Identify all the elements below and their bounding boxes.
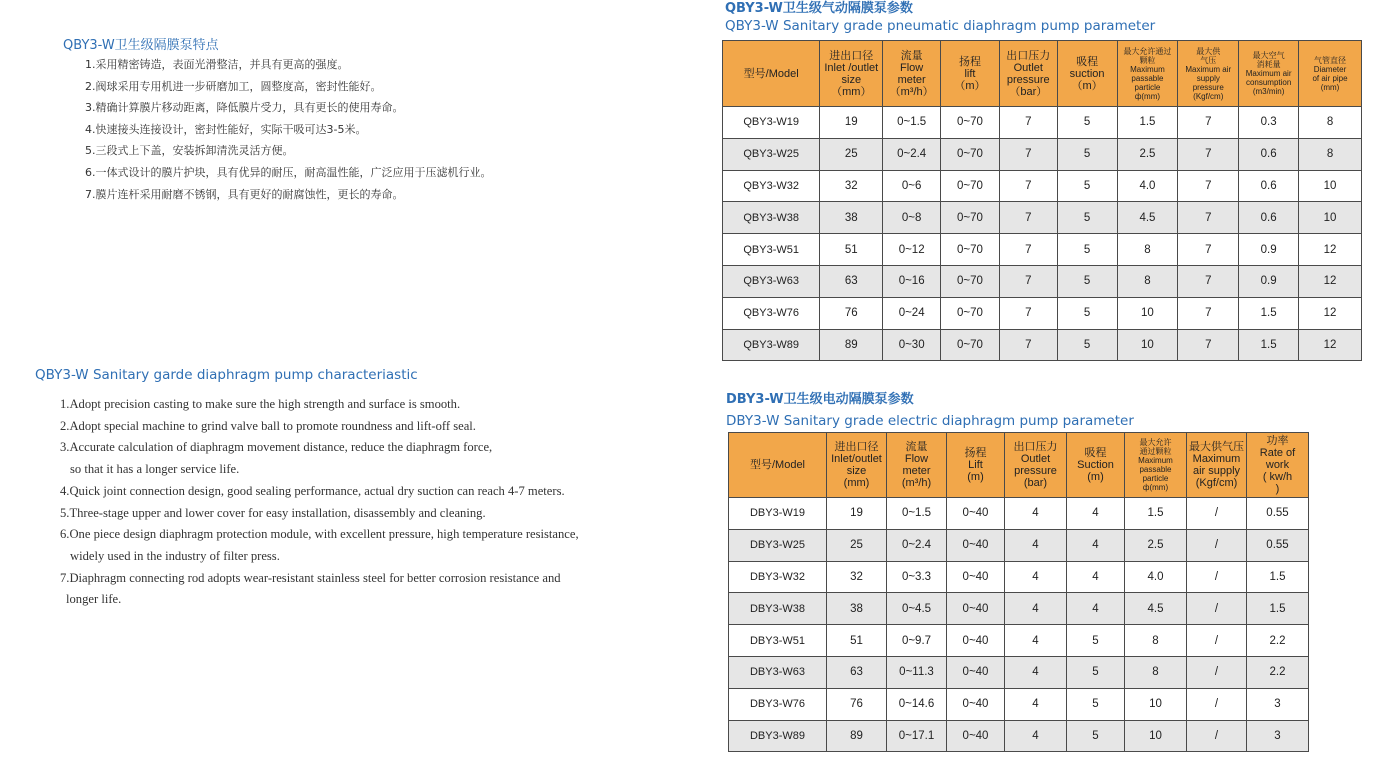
table-row: [723, 138, 1362, 170]
table-cell: 0~40: [947, 529, 1005, 561]
table-cell: 19: [827, 498, 887, 530]
column-header-line: Outlet: [1013, 61, 1043, 74]
model-cell: QBY3-W38: [723, 202, 820, 234]
column-header-line: supply: [1196, 73, 1220, 83]
list-item: [60, 394, 670, 416]
table-cell: 4: [1005, 720, 1067, 752]
list-item: 6.一体式设计的膜片护块，具有优异的耐压，耐高温性能，广泛应用于压滤机行业。: [85, 165, 492, 179]
table-cell: /: [1187, 720, 1247, 752]
table-cell: 76: [827, 688, 887, 720]
list-item-continuation: so that it has a longer service life.: [70, 462, 240, 477]
column-header-line: Inlet /outlet: [824, 61, 879, 74]
model-cell: DBY3-W63: [729, 656, 827, 688]
table-cell: 76: [820, 297, 883, 329]
table-cell: 7: [999, 234, 1057, 266]
table-cell: 0~17.1: [887, 720, 947, 752]
table-cell: 4: [1005, 656, 1067, 688]
table-cell: 2.2: [1247, 656, 1309, 688]
list-item: [60, 481, 670, 503]
table-cell: 0~40: [947, 720, 1005, 752]
model-cell: DBY3-W38: [729, 593, 827, 625]
column-header: [947, 433, 1005, 498]
column-header-line: 最大供: [1196, 46, 1221, 56]
column-header-line: Maximum: [1130, 64, 1165, 74]
table-row: [729, 529, 1309, 561]
table-cell: 2.5: [1117, 138, 1178, 170]
table-cell: 10: [1117, 329, 1178, 361]
table-cell: 0~4.5: [887, 593, 947, 625]
column-header: [883, 41, 941, 107]
table-cell: 0~70: [941, 170, 1000, 202]
column-header-line: (m): [967, 471, 984, 483]
table-cell: 0~40: [947, 656, 1005, 688]
column-header-line: Maximum: [1192, 453, 1241, 465]
model-cell: DBY3-W32: [729, 561, 827, 593]
table-cell: 5: [1057, 202, 1117, 234]
column-header: [1239, 41, 1299, 107]
table-cell: 4.0: [1117, 170, 1178, 202]
table-cell: 0~6: [883, 170, 941, 202]
column-header-line: consumption: [1245, 78, 1292, 87]
column-header-line: (mm): [843, 477, 870, 489]
table-row: [729, 720, 1309, 752]
model-cell: QBY3-W89: [723, 329, 820, 361]
table-cell: 0~30: [883, 329, 941, 361]
table-cell: 7: [1178, 138, 1239, 170]
table-row: [729, 498, 1309, 530]
list-item-line: 3.Accurate calculation of diaphragm movement distance, reduce the diaphragm force,: [60, 440, 493, 455]
table-cell: 0~40: [947, 688, 1005, 720]
en-characteristics-list: [60, 394, 670, 611]
column-header-line: (m3/min): [1252, 87, 1285, 96]
table-row: [723, 107, 1362, 139]
table-cell: 32: [827, 561, 887, 593]
column-header-line: particle: [1134, 82, 1161, 92]
list-item-line: 1.Adopt precision casting to make sure the high strength and surface is smooth.: [60, 397, 461, 411]
column-header-line: Diameter: [1313, 64, 1347, 74]
column-header-line: 气压: [1200, 55, 1217, 65]
table-cell: 8: [1117, 265, 1178, 297]
table-cell: 5: [1067, 625, 1125, 657]
model-cell: DBY3-W19: [729, 498, 827, 530]
table-cell: /: [1187, 656, 1247, 688]
column-header-line: （m）: [1071, 79, 1103, 92]
table-cell: 7: [1178, 234, 1239, 266]
column-header: [1299, 41, 1362, 107]
model-cell: QBY3-W76: [723, 297, 820, 329]
table-cell: 19: [820, 107, 883, 139]
column-header-line: 扬程: [964, 447, 987, 459]
table-cell: 0~16: [883, 265, 941, 297]
column-header: [827, 433, 887, 498]
table-cell: 4.5: [1125, 593, 1187, 625]
column-header-line: 吸程: [1084, 447, 1107, 459]
column-header-line: 最大允许: [1139, 438, 1172, 447]
table-cell: 5: [1067, 656, 1125, 688]
dby-table-title-cn: DBY3-W卫生级电动隔膜泵参数: [726, 392, 914, 407]
table-cell: 8: [1125, 656, 1187, 688]
table-cell: 0.55: [1247, 529, 1309, 561]
column-header-line: meter: [897, 73, 926, 86]
table-cell: 0~8: [883, 202, 941, 234]
qby-parameter-table: [722, 40, 1362, 361]
column-header-line: lift: [964, 67, 976, 80]
table-cell: 7: [1178, 170, 1239, 202]
list-item: [60, 437, 670, 480]
table-row: [729, 593, 1309, 625]
list-item-line: 6.One piece design diaphragm protection module, with excellent pressure, high temperature resistance,: [60, 527, 579, 542]
table-cell: 0~24: [883, 297, 941, 329]
table-cell: 0~70: [941, 234, 1000, 266]
table-cell: 0~3.3: [887, 561, 947, 593]
table-cell: 4: [1067, 529, 1125, 561]
table-cell: 4.5: [1117, 202, 1178, 234]
table-cell: 10: [1125, 688, 1187, 720]
column-header: [820, 41, 883, 107]
column-header-line: （m）: [954, 79, 986, 92]
table-cell: /: [1187, 529, 1247, 561]
table-cell: 10: [1125, 720, 1187, 752]
column-header: [1057, 41, 1117, 107]
column-header-line: 吸程: [1076, 55, 1099, 68]
table-cell: 63: [820, 265, 883, 297]
table-cell: 8: [1299, 138, 1362, 170]
table-cell: 4: [1005, 498, 1067, 530]
list-item-continuation: longer life.: [66, 592, 122, 607]
table-row: [723, 234, 1362, 266]
column-header-line: work: [1265, 459, 1290, 471]
list-item-line: 4.Quick joint connection design, good sealing performance, actual dry suction can reach 4-7 meters.: [60, 483, 565, 498]
model-cell: QBY3-W19: [723, 107, 820, 139]
table-cell: 7: [999, 265, 1057, 297]
column-header: [1005, 433, 1067, 498]
column-header-line: (m³/h): [901, 477, 932, 489]
column-header-line: ф(mm): [1134, 91, 1161, 101]
table-cell: 2.2: [1247, 625, 1309, 657]
column-header-line: 进出口径: [834, 441, 879, 453]
table-cell: 5: [1057, 138, 1117, 170]
column-header-line: of air pipe: [1312, 73, 1348, 83]
table-cell: 10: [1299, 170, 1362, 202]
model-cell: DBY3-W25: [729, 529, 827, 561]
column-header-line: Rate of: [1259, 447, 1296, 459]
table-cell: 51: [827, 625, 887, 657]
column-header: [1247, 433, 1309, 498]
model-cell: QBY3-W25: [723, 138, 820, 170]
qby-table-title-cn: QBY3-W卫生级气动隔膜泵参数: [725, 1, 913, 16]
table-cell: 5: [1067, 720, 1125, 752]
table-cell: 10: [1299, 202, 1362, 234]
table-cell: 1.5: [1125, 498, 1187, 530]
column-header: [729, 433, 827, 498]
column-header: [723, 41, 820, 107]
column-header-line: 进出口径: [829, 49, 874, 62]
table-row: [729, 656, 1309, 688]
table-cell: 0~9.7: [887, 625, 947, 657]
table-cell: 5: [1057, 234, 1117, 266]
column-header-line: particle: [1142, 474, 1169, 483]
table-row: [729, 561, 1309, 593]
list-item: [60, 524, 670, 567]
column-header-line: 扬程: [958, 55, 981, 68]
cn-characteristics-title: QBY3-W卫生级隔膜泵特点: [63, 38, 219, 53]
column-header-line: Maximum air: [1185, 64, 1232, 74]
list-item: [60, 416, 670, 438]
table-cell: 5: [1057, 329, 1117, 361]
list-item: [60, 503, 670, 525]
table-cell: 0~2.4: [883, 138, 941, 170]
table-cell: 5: [1057, 265, 1117, 297]
table-cell: 38: [827, 593, 887, 625]
table-row: [723, 202, 1362, 234]
table-header-row: [729, 433, 1309, 498]
table-cell: 7: [999, 202, 1057, 234]
table-cell: 0~70: [941, 138, 1000, 170]
table-cell: 3: [1247, 720, 1309, 752]
column-header-line: 最大空气: [1252, 51, 1285, 60]
qby-table-title-en: QBY3-W Sanitary grade pneumatic diaphragm pump parameter: [725, 18, 1156, 34]
column-header-line: Outlet: [1020, 453, 1051, 465]
column-header-line: size: [841, 73, 862, 86]
column-header-line: pressure: [1014, 465, 1057, 477]
column-header-line: passable: [1131, 73, 1164, 83]
table-cell: 89: [827, 720, 887, 752]
table-row: [729, 625, 1309, 657]
table-cell: 63: [827, 656, 887, 688]
table-cell: 0~12: [883, 234, 941, 266]
column-header: [887, 433, 947, 498]
list-item-line: 7.Diaphragm connecting rod adopts wear-resistant stainless steel for better corrosion resistance and: [60, 570, 561, 585]
table-cell: /: [1187, 625, 1247, 657]
column-header-line: 出口压力: [1013, 441, 1058, 453]
column-header-line: （mm）: [831, 85, 872, 98]
model-cell: QBY3-W32: [723, 170, 820, 202]
table-cell: 0~14.6: [887, 688, 947, 720]
table-row: [723, 265, 1362, 297]
table-cell: 7: [999, 329, 1057, 361]
table-cell: 0~70: [941, 297, 1000, 329]
model-cell: DBY3-W89: [729, 720, 827, 752]
table-cell: 51: [820, 234, 883, 266]
column-header-line: suction: [1069, 67, 1105, 80]
table-cell: 5: [1067, 688, 1125, 720]
column-header-line: Flow: [904, 453, 929, 465]
table-cell: 89: [820, 329, 883, 361]
column-header-line: pressure: [1006, 73, 1050, 86]
table-cell: 12: [1299, 297, 1362, 329]
table-cell: 4.0: [1125, 561, 1187, 593]
model-cell: QBY3-W63: [723, 265, 820, 297]
table-cell: 5: [1057, 297, 1117, 329]
column-header-line: 通过颗粒: [1139, 447, 1172, 456]
table-cell: 0~70: [941, 202, 1000, 234]
column-header-line: 流量: [905, 441, 928, 453]
column-header-line: 流量: [900, 49, 923, 62]
column-header-line: 最大允许通过: [1123, 46, 1172, 56]
column-header: [1067, 433, 1125, 498]
column-header-line: pressure: [1192, 82, 1224, 92]
table-cell: 0~1.5: [883, 107, 941, 139]
table-cell: 0~2.4: [887, 529, 947, 561]
table-cell: 12: [1299, 234, 1362, 266]
table-cell: 5: [1057, 107, 1117, 139]
dby-parameter-table: [728, 432, 1309, 752]
model-cell: QBY3-W51: [723, 234, 820, 266]
table-cell: 0~70: [941, 329, 1000, 361]
column-header-line: ф(mm): [1142, 483, 1169, 492]
table-cell: 5: [1057, 170, 1117, 202]
column-header-line: Flow: [900, 61, 924, 74]
table-cell: 7: [1178, 297, 1239, 329]
table-cell: 4: [1005, 529, 1067, 561]
column-header: [1117, 41, 1178, 107]
table-cell: 4: [1067, 561, 1125, 593]
column-header-line: air supply: [1192, 465, 1241, 477]
column-header-line: passable: [1139, 465, 1172, 474]
model-cell: DBY3-W51: [729, 625, 827, 657]
list-item: [60, 568, 670, 611]
table-cell: 7: [1178, 107, 1239, 139]
column-header: [1187, 433, 1247, 498]
list-item: 4.快速接头连接设计，密封性能好，实际干吸可达3-5米。: [85, 122, 367, 136]
table-cell: 7: [999, 170, 1057, 202]
table-cell: 7: [1178, 265, 1239, 297]
table-cell: 7: [999, 297, 1057, 329]
table-cell: 0.6: [1239, 138, 1299, 170]
column-header-line: 功率: [1266, 435, 1289, 447]
table-cell: 12: [1299, 329, 1362, 361]
list-item-continuation: widely used in the industry of filter press.: [70, 548, 280, 563]
list-item-line: 2.Adopt special machine to grind valve ball to promote roundness and lift-off seal.: [60, 418, 476, 433]
table-cell: 8: [1299, 107, 1362, 139]
table-cell: 4: [1005, 593, 1067, 625]
column-header-line: Lift: [968, 459, 983, 471]
table-cell: 0.6: [1239, 170, 1299, 202]
dby-table-title-en: DBY3-W Sanitary grade electric diaphragm pump parameter: [726, 413, 1134, 429]
table-cell: 8: [1117, 234, 1178, 266]
column-header-line: 型号/Model: [749, 459, 806, 471]
table-row: [723, 297, 1362, 329]
table-cell: 0~70: [941, 107, 1000, 139]
table-cell: 12: [1299, 265, 1362, 297]
table-cell: 4: [1067, 498, 1125, 530]
column-header-line: (Kgf/cm): [1193, 91, 1224, 101]
table-cell: 7: [1178, 202, 1239, 234]
list-item: 2.阀球采用专用机进一步研磨加工，圆整度高，密封性能好。: [85, 79, 382, 93]
column-header: [941, 41, 1000, 107]
column-header-line: (bar): [1023, 477, 1048, 489]
list-item: 7.膜片连杆采用耐磨不锈钢，具有更好的耐腐蚀性，更长的寿命。: [85, 187, 404, 201]
list-item: 5.三段式上下盖，安装拆卸清洗灵活方便。: [85, 144, 294, 158]
table-cell: 4: [1067, 593, 1125, 625]
table-cell: 25: [820, 138, 883, 170]
column-header-line: ): [1275, 483, 1280, 495]
table-cell: 0~40: [947, 625, 1005, 657]
cn-characteristics-list: [85, 54, 492, 205]
list-item-line: 5.Three-stage upper and lower cover for easy installation, disassembly and cleaning.: [60, 505, 486, 520]
en-characteristics-title: QBY3-W Sanitary garde diaphragm pump characteriastic: [35, 367, 418, 383]
column-header-line: ( kw/h: [1262, 471, 1293, 483]
column-header-line: (mm): [1320, 82, 1340, 92]
table-cell: 1.5: [1239, 329, 1299, 361]
table-cell: 4: [1005, 688, 1067, 720]
column-header-line: 颗粒: [1139, 55, 1156, 65]
table-row: [723, 329, 1362, 361]
column-header: [1178, 41, 1239, 107]
table-cell: 1.5: [1247, 593, 1309, 625]
column-header-line: （m³/h）: [889, 85, 934, 98]
column-header-line: 最大供气压: [1189, 441, 1244, 453]
column-header-line: 消耗量: [1256, 60, 1281, 69]
column-header: [1125, 433, 1187, 498]
table-cell: 38: [820, 202, 883, 234]
table-cell: 10: [1117, 297, 1178, 329]
table-cell: 7: [999, 107, 1057, 139]
table-cell: 1.5: [1247, 561, 1309, 593]
list-item: 1.采用精密铸造，表面光滑整洁，并具有更高的强度。: [85, 58, 349, 71]
column-header-line: 出口压力: [1006, 49, 1051, 62]
list-item: 3.精确计算膜片移动距离，降低膜片受力，具有更长的使用寿命。: [85, 101, 404, 115]
column-header-line: 气管直径: [1314, 55, 1347, 65]
column-header: [999, 41, 1057, 107]
table-row: [729, 688, 1309, 720]
table-cell: 0.6: [1239, 202, 1299, 234]
table-cell: 25: [827, 529, 887, 561]
table-cell: 0~40: [947, 593, 1005, 625]
table-cell: 0~1.5: [887, 498, 947, 530]
column-header-line: Maximum: [1138, 456, 1173, 465]
table-cell: 0.9: [1239, 234, 1299, 266]
table-cell: 4: [1005, 625, 1067, 657]
table-cell: 32: [820, 170, 883, 202]
table-cell: /: [1187, 498, 1247, 530]
model-cell: DBY3-W76: [729, 688, 827, 720]
table-cell: 0.55: [1247, 498, 1309, 530]
table-cell: 0~40: [947, 561, 1005, 593]
column-header-line: 型号/Model: [743, 67, 799, 80]
table-cell: 7: [999, 138, 1057, 170]
table-cell: 0~40: [947, 498, 1005, 530]
table-cell: 0.3: [1239, 107, 1299, 139]
table-cell: /: [1187, 593, 1247, 625]
table-cell: /: [1187, 561, 1247, 593]
table-row: [723, 170, 1362, 202]
table-cell: 7: [1178, 329, 1239, 361]
table-cell: 1.5: [1117, 107, 1178, 139]
table-cell: 0.9: [1239, 265, 1299, 297]
table-cell: 2.5: [1125, 529, 1187, 561]
column-header-line: Maximum air: [1245, 69, 1292, 78]
column-header-line: (Kgf/cm): [1195, 477, 1238, 489]
column-header-line: Suction: [1077, 459, 1114, 471]
column-header-line: meter: [902, 465, 931, 477]
table-cell: 3: [1247, 688, 1309, 720]
column-header-line: Inlet/outlet: [831, 453, 882, 465]
table-cell: 0~11.3: [887, 656, 947, 688]
column-header-line: （bar）: [1009, 85, 1048, 98]
table-cell: 1.5: [1239, 297, 1299, 329]
column-header-line: (m): [1087, 471, 1104, 483]
table-header-row: [723, 41, 1362, 107]
table-cell: 8: [1125, 625, 1187, 657]
table-cell: 4: [1005, 561, 1067, 593]
table-cell: 0~70: [941, 265, 1000, 297]
table-cell: /: [1187, 688, 1247, 720]
column-header-line: size: [846, 465, 867, 477]
